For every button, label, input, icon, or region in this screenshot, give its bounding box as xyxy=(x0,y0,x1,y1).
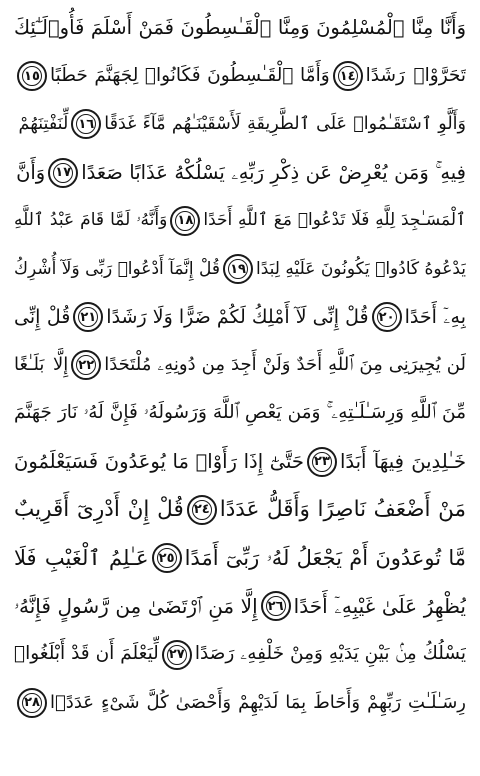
ayah-number: ٢٠ xyxy=(378,309,395,325)
verse-line xyxy=(14,100,466,148)
ayah-number: ١٤ xyxy=(339,68,356,84)
ayah-number-marker xyxy=(261,591,291,621)
ayah-number-marker xyxy=(187,495,217,525)
ayah-number: ١٩ xyxy=(230,261,246,277)
ayah-number: ٢٧ xyxy=(168,647,185,663)
verse-text: يَدْعُوهُ كَادُوا۟ يَكُونُونَ عَلَيْهِ لِبَدًا xyxy=(256,258,466,279)
ayah-number: ١٧ xyxy=(55,165,72,181)
verse-line xyxy=(14,679,466,727)
verse-text: يَسْلُكُ مِنۢ بَيْنِ يَدَيْهِ وَمِنْ خَلْفِهِۦ رَصَدًا xyxy=(194,643,466,665)
ayah-number-marker xyxy=(162,640,192,670)
verse-text: لَن يُجِيرَنِى مِنَ ٱللَّهِ أَحَدٌ وَلَنْ أَجِدَ مِن دُونِهِۦ مُلْتَحَدًا xyxy=(104,354,466,376)
verse-line xyxy=(14,341,466,389)
verse-line xyxy=(14,630,466,678)
verse-line xyxy=(14,245,466,293)
verse-text: فِيهِ ۚ وَمَن يُعْرِضْ عَن ذِكْرِ رَبِّهِۦ يَسْلُكْهُ عَذَابًا صَعَدًا xyxy=(81,160,466,184)
verse-text: ٱلْمَسَـٰجِدَ لِلَّهِ فَلَا تَدْعُوا۟ مَعَ ٱللَّهِ أَحَدًا xyxy=(203,210,466,231)
verse-text: مَّا تُوعَدُونَ أَمْ يَجْعَلُ لَهُۥ رَبِّىٓ أَمَدًا xyxy=(184,545,466,570)
verse-line xyxy=(14,438,466,486)
ayah-number-marker xyxy=(152,543,182,573)
ayah-number: ٢١ xyxy=(80,309,97,325)
ayah-number-marker xyxy=(73,302,103,332)
verse-text: وَأَنَّ xyxy=(16,160,46,184)
verse-text: يُظْهِرُ عَلَىٰ غَيْبِهِۦٓ أَحَدًا xyxy=(293,594,466,619)
ayah-number: ٢٢ xyxy=(78,357,95,373)
ayah-number: ١٦ xyxy=(78,116,95,132)
ayah-number: ١٨ xyxy=(177,213,194,229)
ayah-number: ١٥ xyxy=(24,68,40,84)
verse-text: قُلْ إِنِّى لَآ أَمْلِكُ لَكُمْ ضَرًّا وَلَا رَشَدًا xyxy=(106,305,369,328)
verse-line xyxy=(14,293,466,341)
verse-text: مِّنَ ٱللَّهِ وَرِسَـٰلَـٰتِهِۦ ۚ وَمَن يَعْصِ ٱللَّهَ وَرَسُولَهُۥ فَإِنَّ لَهُۥ نَارَ جَهَنَّمَ xyxy=(14,402,466,424)
verse-text: إِلَّا بَلَـٰغًا xyxy=(14,354,69,376)
verse-text: لِّيَعْلَمَ أَن قَدْ أَبْلَغُوا۟ xyxy=(14,643,159,665)
verse-text: وَأَنَّهُۥ لَمَّا قَامَ عَبْدُ ٱللَّهِ xyxy=(14,210,168,231)
verse-line xyxy=(14,4,466,52)
ayah-number: ٢٣ xyxy=(314,454,330,470)
ayah-number-marker xyxy=(71,350,101,380)
ayah-number-marker xyxy=(307,447,337,477)
ayah-number-marker xyxy=(17,61,47,91)
verse-line xyxy=(14,52,466,100)
verse-line xyxy=(14,149,466,197)
ayah-number: ٢٨ xyxy=(24,695,40,711)
verse-line xyxy=(14,582,466,630)
verse-text: تَحَرَّوْا۟ رَشَدًا xyxy=(365,65,466,87)
ayah-number-marker xyxy=(17,688,47,718)
ayah-number-marker xyxy=(48,158,78,188)
ayah-number-marker xyxy=(170,206,200,236)
verse-text: رِسَـٰلَـٰتِ رَبِّهِمْ وَأَحَاطَ بِمَا لَدَيْهِمْ وَأَحْصَىٰ كُلَّ شَىْءٍ عَدَدًۢا xyxy=(50,691,466,713)
verse-text: وَأَلَّوِ ٱسْتَقَـٰمُوا۟ عَلَى ٱلطَّرِيقَةِ لَأَسْقَيْنَـٰهُم مَّآءً غَدَقًا xyxy=(104,113,466,134)
verse-line xyxy=(14,197,466,245)
ayah-number-marker xyxy=(372,302,402,332)
ayah-number: ٢٤ xyxy=(193,502,210,518)
verse-text: وَأَمَّا ٱلْقَـٰسِطُونَ فَكَانُوا۟ لِجَهَنَّمَ حَطَبًا xyxy=(49,65,330,87)
verse-text: مَنْ أَضْعَفُ نَاصِرًا وَأَقَلُّ عَدَدًا xyxy=(219,497,466,523)
ayah-number: ٢٥ xyxy=(158,550,175,566)
verse-text: لِّنَفْتِنَهُمْ xyxy=(18,113,69,134)
verse-text: خَـٰلِدِينَ فِيهَآ أَبَدًا xyxy=(339,450,466,474)
verse-text: حَتَّىٰٓ إِذَا رَأَوْا۟ مَا يُوعَدُونَ فَسَيَعْلَمُونَ xyxy=(14,450,304,474)
ayah-number-marker xyxy=(333,61,363,91)
verse-text: وَأَنَّا مِنَّا ٱلْمُسْلِمُونَ وَمِنَّا ٱلْقَـٰسِطُونَ فَمَنْ أَسْلَمَ فَأُو۟لَـٰٓئِكَ xyxy=(14,16,466,40)
ayah-number-marker xyxy=(223,254,253,284)
verse-text: إِلَّا مَنِ ٱرْتَضَىٰ مِن رَّسُولٍ فَإِنَّهُۥ xyxy=(14,594,258,619)
ayah-number: ٢٦ xyxy=(267,598,284,614)
verse-line xyxy=(14,534,466,582)
verse-text: عَـٰلِمُ ٱلْغَيْبِ فَلَا xyxy=(14,545,149,570)
verse-text: قُلْ إِنْ أَدْرِىٓ أَقَرِيبٌ xyxy=(14,497,184,523)
verse-line xyxy=(14,486,466,534)
ayah-number-marker xyxy=(71,109,101,139)
verse-text: قُلْ إِنِّى xyxy=(14,305,71,328)
verse-line xyxy=(14,390,466,438)
verse-text: قُلْ إِنَّمَآ أَدْعُوا۟ رَبِّى وَلَآ أُشْرِكُ xyxy=(14,258,221,279)
verse-text: بِهِۦٓ أَحَدًا xyxy=(404,305,466,328)
